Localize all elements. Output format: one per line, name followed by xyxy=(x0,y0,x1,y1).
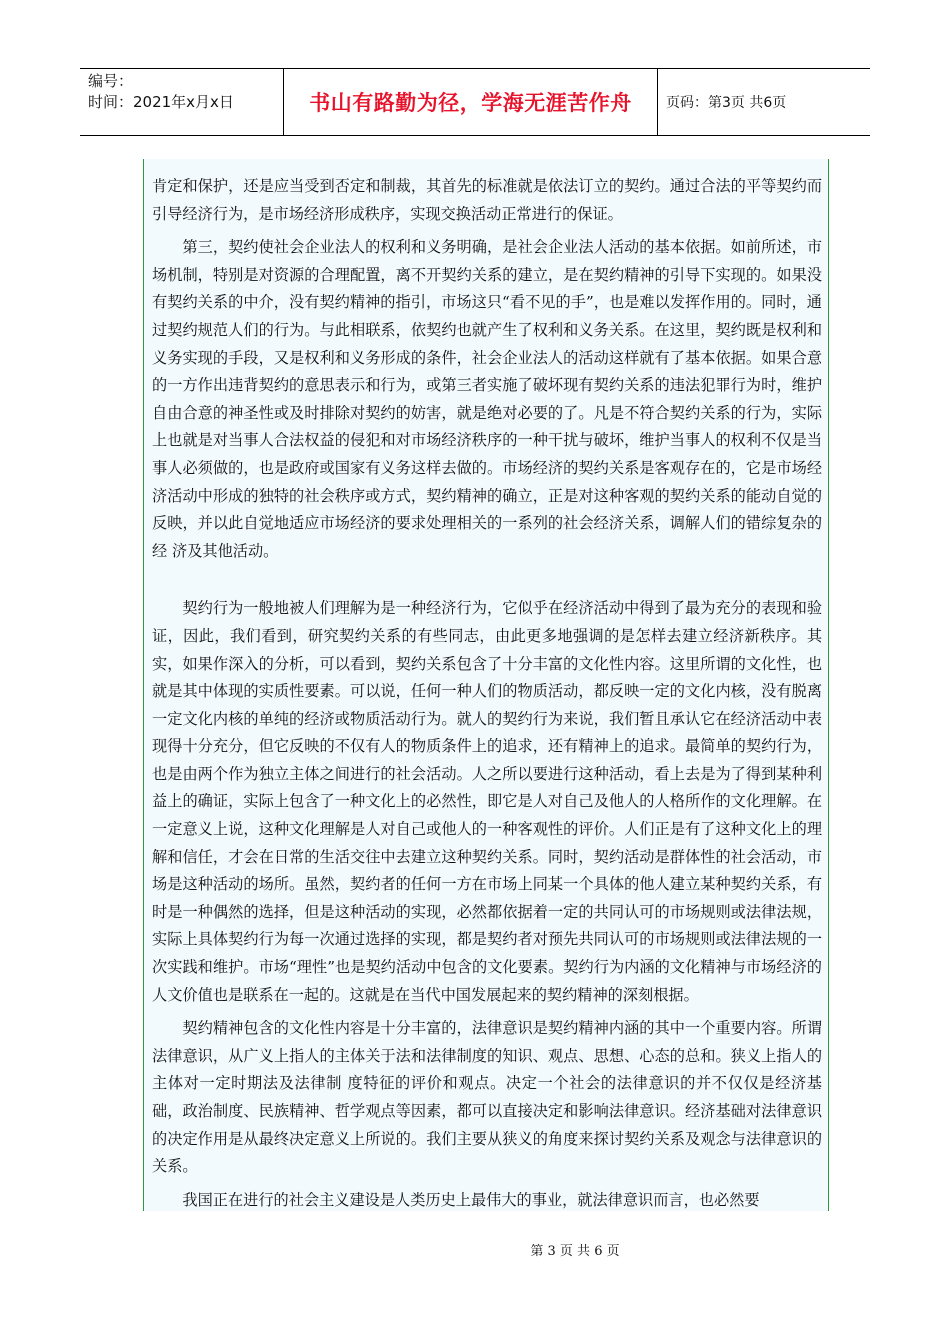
date-label: 时间：2021年x月x日 xyxy=(88,93,234,111)
paragraph: 契约精神包含的文化性内容是十分丰富的，法律意识是契约精神内涵的其中一个重要内容。所谓法律意识，从广义上指人的主体关于法和法律制度的知识、观点、思想、心态的总和。狭义上指人的主体对一定时期法及法律制 度特征的评价和观点。决定一个社会的法律意识的并不仅仅是经济基础，政治制度、民族精神、哲学观点等因素，都可以直接决定和影响法律意识。经济基础对法律意识的决定作用是从最终决定意义上所说的。我们主要从狭义的角度来探讨契约关系及观念与法律意识的关系。 xyxy=(152,1019,822,1176)
paragraph: 第三，契约使社会企业法人的权利和义务明确，是社会企业法人活动的基本依据。如前所述，市场机制，特别是对资源的合理配置，离不开契约关系的建立，是在契约精神的引导下实现的。如果没有契约关系的中介，没有契约精神的指引，市场这只“看不见的手”，也是难以发挥作用的。同时，通过契约规范人们的行为。与此相联系，依契约也就产生了权利和义务关系。在这里，契约既是权利和义务实现的手段，又是权利和义务形成的条件，社会企业法人的活动这样就有了基本依据。如果合意的一方作出违背契约的意思表示和行为，或第三者实施了破坏现有契约关系的违法犯罪行为时，维护自由合意的神圣性或及时排除对契约的妨害，就是绝对必要的了。凡是不符合契约关系的行为，实际上也就是对当事人合法权益的侵犯和对市场经济秩序的一种干扰与破坏，维护当事人的权利不仅是当事人必须做的，也是政府或国家有义务这样去做的。市场经济的契约关系是客观存在的，它是市场经济活动中形成的独特的社会秩序或方式，契约精神的确立，正是对这种客观的契约关系的能动自觉的反映，并以此自觉地适应市场经济的要求处理相关的一系列的社会经济关系，调解人们的错综复杂的经 济及其他活动。 xyxy=(152,238,822,560)
header-meta xyxy=(80,69,284,135)
header-motto-cell xyxy=(284,69,658,135)
paragraph: 肯定和保护，还是应当受到否定和制裁，其首先的标准就是依法订立的契约。通过合法的平等契约而引导经济行为，是市场经济形成秩序，实现交换活动正常进行的保证。 xyxy=(152,177,822,223)
paragraph: 契约行为一般地被人们理解为是一种经济行为，它似乎在经济活动中得到了最为充分的表现和验证，因此，我们看到，研究契约关系的有些同志，由此更多地强调的是怎样去建立经济新秩序。其实，如果作深入的分析，可以看到，契约关系包含了十分丰富的文化性内容。这里所谓的文化性，也就是其中体现的实质性要素。可以说，任何一种人们的物质活动，都反映一定的文化内核，没有脱离一定文化内核的单纯的经济或物质活动行为。就人的契约行为来说，我们暂且承认它在经济活动中表现得十分充分，但它反映的不仅有人的物质条件上的追求，还有精神上的追求。最简单的契约行为，也是由两个作为独立主体之间进行的社会活动。人之所以要进行这种活动，看上去是为了得到某种利益上的确证，实际上包含了一种文化上的必然性，即它是人对自己及他人的人格所作的文化理解。在一定意义上说，这种文化理解是人对自己或他人的一种客观性的评价。人们正是有了这种文化上的理解和信任，才会在日常的生活交往中去建立这种契约关系。同时，契约活动是群体性的社会活动，市场是这种活动的场所。虽然，契约者的任何一方在市场上同某一个具体的他人建立某种契约关系，有时是一种偶然的选择，但是这种活动的实现，必然都依据着一定的共同认可的市场规则或法律法规，实际上具体契约行为每一次通过选择的实现，都是契约者对预先共同认可的市场规则或法律法规的一次实践和维护。市场“理性”也是契约活动中包含的文化要素。契约行为内涵的文化精神与市场经济的人文价值也是联系在一起的。这就是在当代中国发展起来的契约精神的深刻根据。 xyxy=(152,599,822,1004)
number-label: 编号： xyxy=(88,72,134,90)
section-gap xyxy=(152,565,822,595)
motto-text: 书山有路勤为径，学海无涯苦作舟 xyxy=(309,91,632,115)
paragraph: 我国正在进行的社会主义建设是人类历史上最伟大的事业，就法律意识而言，也必然要 xyxy=(182,1190,760,1209)
document-body xyxy=(143,159,829,1211)
header-page-info: 页码：第3页 共6页 xyxy=(666,95,787,111)
page-footer: 第 3 页 共 6 页 xyxy=(530,1244,620,1259)
page-header xyxy=(80,68,870,136)
